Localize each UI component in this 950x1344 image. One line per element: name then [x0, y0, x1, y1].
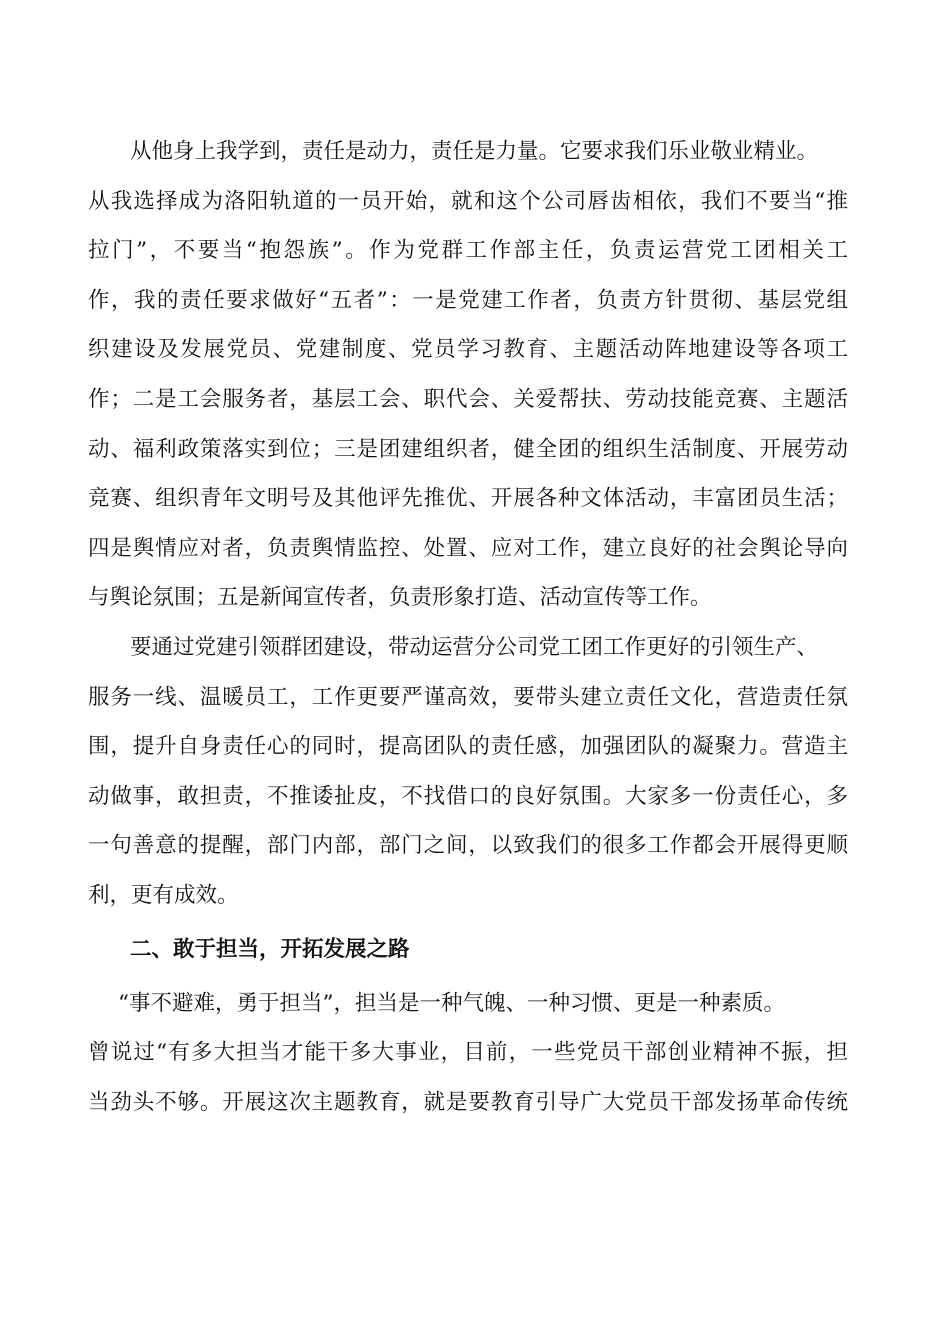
text-line: 竞赛、组织青年文明号及其他评先推优、开展各种文体活动，丰富团员生活； — [88, 486, 848, 512]
text-line: 利，更有成效。 — [88, 882, 239, 908]
text-line: 四是舆情应对者，负责舆情监控、处置、应对工作，建立良好的社会舆论导向 — [88, 535, 848, 561]
paragraph-responsibility — [88, 127, 848, 623]
paragraph-responsibility-taking — [88, 979, 848, 1128]
text-line: 一句善意的提醒，部门内部，部门之间，以致我们的很多工作都会开展得更顺 — [88, 833, 848, 859]
text-line: 曾说过“有多大担当才能干多大事业，目前，一些党员干部创业精神不振，担 — [88, 1040, 848, 1066]
text-line: 与舆论氛围；五是新闻宣传者，负责形象打造、活动宣传等工作。 — [88, 585, 712, 611]
text-line: 从他身上我学到，责任是动力，责任是力量。它要求我们乐业敬业精业。 — [130, 139, 819, 164]
text-line: 围，提升自身责任心的同时，提高团队的责任感，加强团队的凝聚力。营造主 — [88, 734, 848, 760]
text-line: 当劲头不够。开展这次主题教育，就是要教育引导广大党员干部发扬革命传统 — [88, 1089, 848, 1115]
text-line: 动、福利政策落实到位；三是团建组织者，健全团的组织生活制度、开展劳动 — [88, 436, 848, 462]
text-line: 织建设及发展党员、党建制度、党员学习教育、主题活动阵地建设等各项工 — [88, 337, 848, 363]
text-line: 作，我的责任要求做好“五者”：一是党建工作者，负责方针贯彻、基层党组 — [88, 287, 848, 313]
text-line: 从我选择成为洛阳轨道的一员开始，就和这个公司唇齿相依，我们不要当“推 — [88, 188, 848, 214]
text-line: 作；二是工会服务者，基层工会、职代会、关爱帮扶、劳动技能竞赛、主题活 — [88, 386, 848, 412]
section-heading: 二、敢于担当，开拓发展之路 — [130, 936, 410, 962]
text-line: 动做事，敢担责，不推诿扯皮，不找借口的良好氛围。大家多一份责任心，多 — [88, 783, 848, 809]
text-line: “事不避难，勇于担当”，担当是一种气魄、一种习惯、更是一种素质。 — [118, 990, 785, 1016]
text-line: 服务一线、温暖员工，工作更要严谨高效，要带头建立责任文化，营造责任氛 — [88, 684, 848, 710]
text-line: 拉门”，不要当“抱怨族”。作为党群工作部主任，负责运营党工团相关工 — [88, 238, 848, 264]
document-body — [88, 127, 848, 1127]
text-line: 要通过党建引领群团建设，带动运营分公司党工团工作更好的引领生产、 — [130, 634, 819, 660]
paragraph-party-building — [88, 623, 848, 921]
